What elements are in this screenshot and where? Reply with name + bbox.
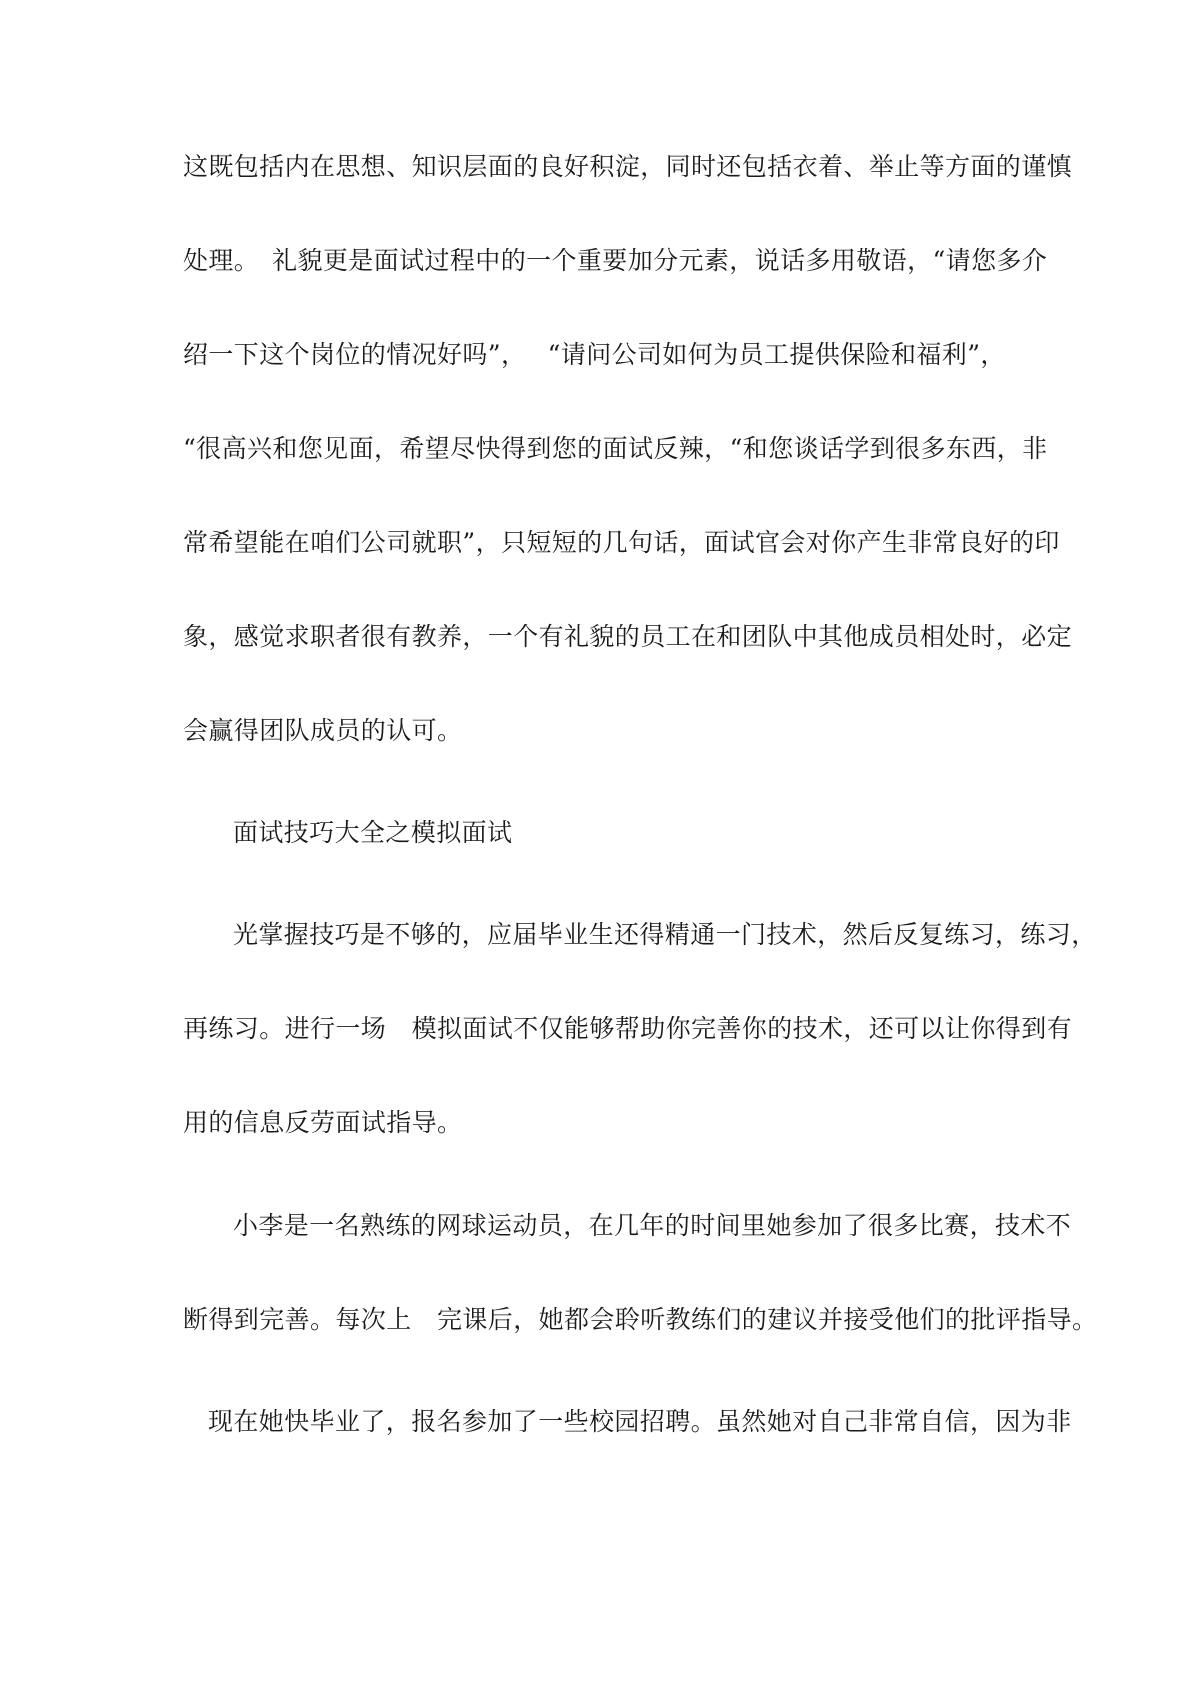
text-line: 处理。 礼貌更是面试过程中的一个重要加分元素，说话多用敬语，“请您多介 (183, 246, 1048, 275)
text-line: “很高兴和您见面，希望尽快得到您的面试反辣，“和您谈话学到很多东西，非 (183, 434, 1048, 463)
text-line: 光掌握技巧是不够的，应届毕业生还得精通一门技术，然后反复练习，练习， (233, 920, 1097, 949)
text-line: 小李是一名熟练的网球运动员，在几年的时间里她参加了很多比赛，技术不 (233, 1211, 1072, 1240)
text-line: 象，感觉求职者很有教养，一个有礼貌的员工在和团队中其他成员相处时，必定 (183, 622, 1073, 651)
text-line: 现在她快毕业了，报名参加了一些校园招聘。虽然她对自己非常自信，因为非 (208, 1407, 1072, 1436)
text-line: 绍一下这个岗位的情况好吗”， “请问公司如何为员工提供保险和福利”， (183, 340, 1006, 369)
text-line: 这既包括内在思想、知识层面的良好积淀，同时还包括衣着、举止等方面的谨慎 (183, 152, 1073, 181)
section-heading: 面试技巧大全之模拟面试 (233, 818, 513, 847)
text-line: 常希望能在咱们公司就职”，只短短的几句话，面试官会对你产生非常良好的印 (183, 528, 1060, 557)
text-line: 再练习。进行一场 模拟面试不仅能够帮助你完善你的技术，还可以让你得到有 (183, 1014, 1073, 1043)
text-line: 会赢得团队成员的认可。 (183, 716, 463, 745)
text-line: 用的信息反劳面试指导。 (183, 1108, 463, 1137)
text-line: 断得到完善。每次上 完课后，她都会聆听教练们的建议并接受他们的批评指导。 (183, 1305, 1098, 1334)
